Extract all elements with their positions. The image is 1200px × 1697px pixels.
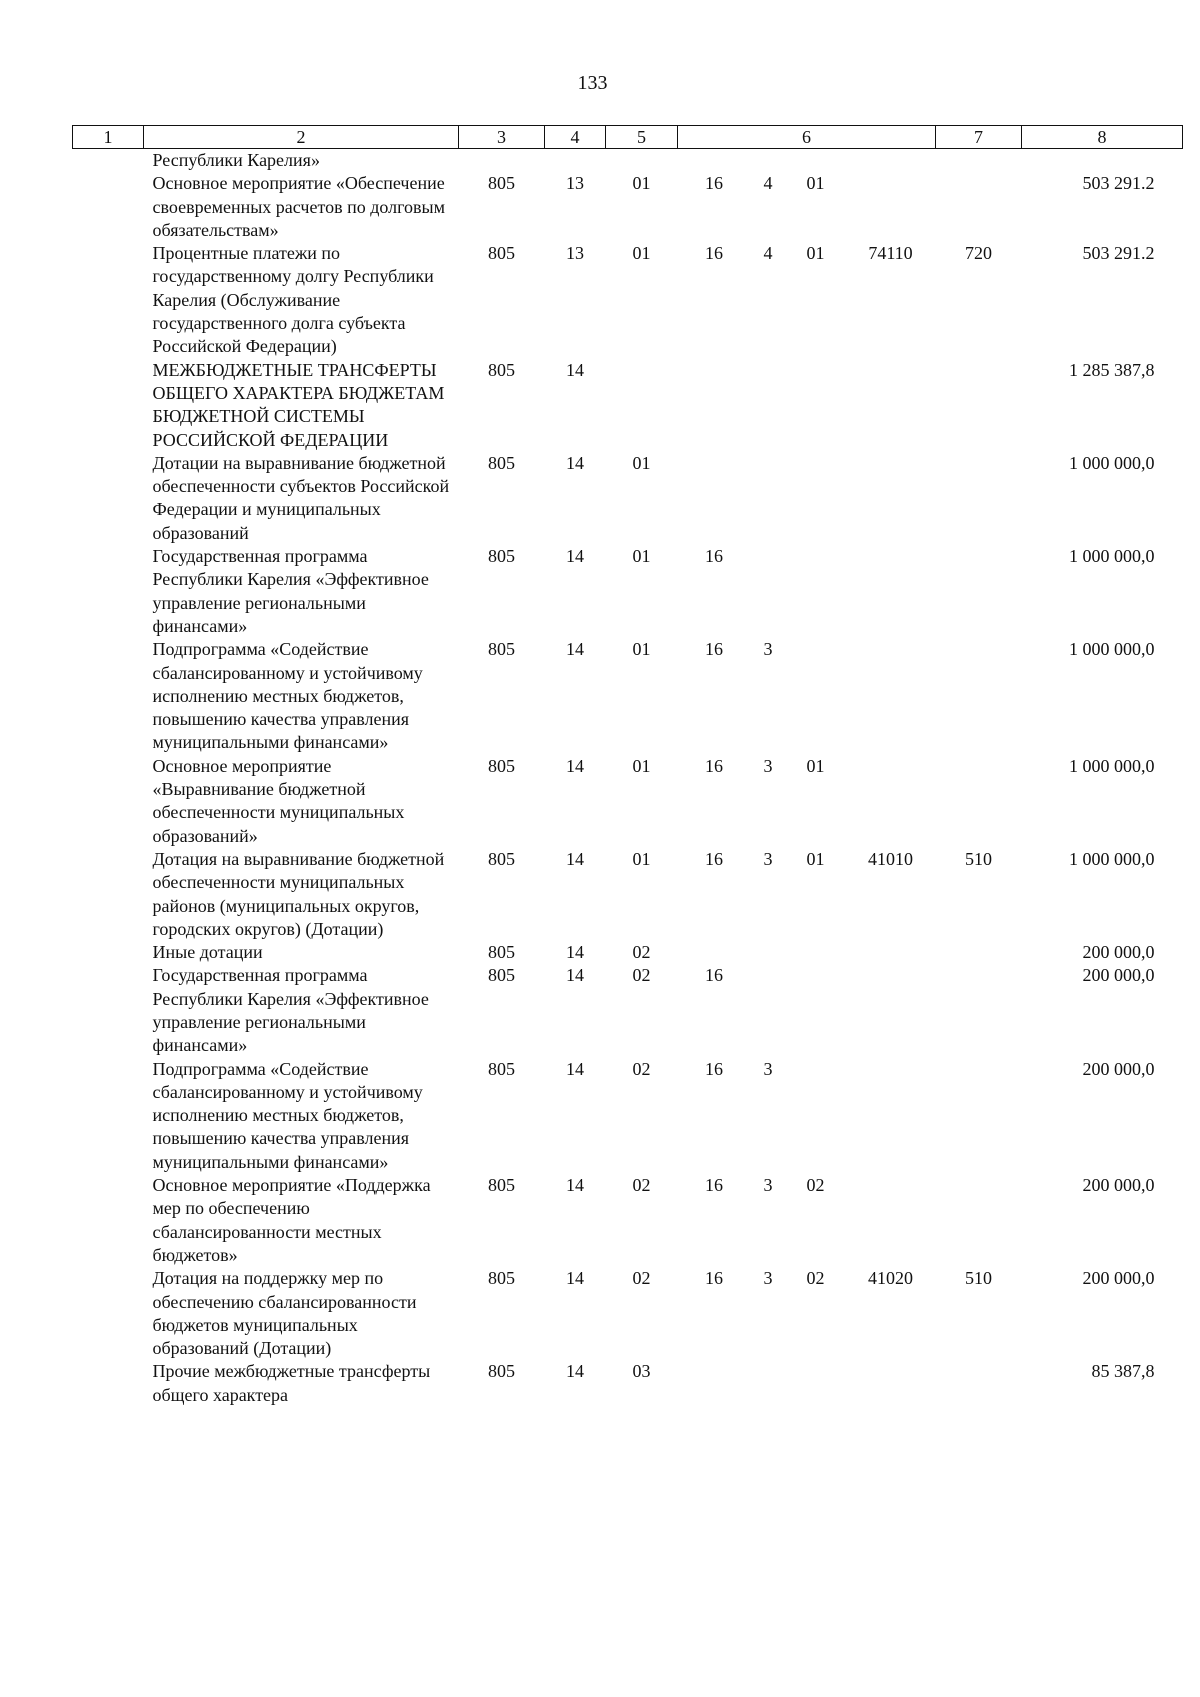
table-row — [73, 638, 1183, 754]
row-name: МЕЖБЮДЖЕТНЫЕ ТРАНСФЕРТЫ ОБЩЕГО ХАРАКТЕРА БЮДЖЕТАМ БЮДЖЕТНОЙ СИСТЕМЫ РОССИЙСКОЙ ФЕДЕРАЦИИ — [152, 359, 445, 450]
row-col-4: 13 — [566, 173, 584, 194]
row-col-7 — [936, 941, 1022, 964]
row-col-6-measure: 02 — [806, 1175, 825, 1196]
row-col-5: 01 — [632, 755, 651, 776]
row-col-8-amount: 200 000,0 — [1082, 1175, 1155, 1196]
row-name: Дотации на выравнивание бюджетной обеспеченности субъектов Российской Федерации и муниципальных образований — [152, 452, 450, 543]
row-col-4: 14 — [566, 1361, 584, 1382]
row-col-5: 01 — [632, 546, 651, 567]
row-col-6-direction — [846, 545, 936, 638]
row-col-1 — [73, 1267, 144, 1360]
row-col-1 — [73, 941, 144, 964]
row-col-5 — [606, 359, 678, 452]
row-col-3: 805 — [488, 755, 515, 776]
row-col-4: 14 — [566, 546, 584, 567]
row-col-6-direction — [846, 638, 936, 754]
row-col-3: 805 — [488, 359, 515, 380]
row-col-6-program: 16 — [705, 1175, 723, 1196]
row-col-3: 805 — [488, 546, 515, 567]
row-col-1 — [73, 545, 144, 638]
row-col-7 — [936, 149, 1022, 173]
row-col-1 — [73, 848, 144, 941]
table-row — [73, 964, 1183, 1057]
row-col-8-amount: 503 291.2 — [1082, 173, 1155, 194]
row-col-8-amount: 503 291.2 — [1082, 243, 1155, 264]
row-col-7 — [936, 1058, 1022, 1174]
row-col-6-subprogram: 3 — [763, 639, 773, 660]
header-row — [73, 126, 1183, 149]
row-col-5: 02 — [632, 1058, 651, 1079]
row-col-4: 14 — [566, 359, 584, 380]
row-col-4: 14 — [566, 639, 584, 660]
row-col-8-amount: 1 000 000,0 — [1069, 848, 1155, 869]
row-col-6-measure — [786, 638, 846, 754]
row-col-6-program — [678, 941, 751, 964]
row-col-6-subprogram — [751, 149, 786, 173]
row-col-6-direction — [846, 964, 936, 1057]
row-col-3: 805 — [488, 965, 515, 986]
row-col-4: 14 — [566, 942, 584, 963]
row-col-4: 14 — [566, 965, 584, 986]
row-col-6-direction — [846, 452, 936, 545]
row-col-5: 01 — [632, 639, 651, 660]
row-col-8-amount: 85 387,8 — [1091, 1361, 1155, 1382]
row-col-6-program: 16 — [705, 965, 723, 986]
table-row — [73, 545, 1183, 638]
row-col-6-subprogram — [751, 941, 786, 964]
row-col-6-subprogram: 4 — [763, 243, 773, 264]
row-name: Основное мероприятие «Обеспечение своевременных расчетов по долговым обязательствам» — [152, 173, 446, 240]
table-row — [73, 359, 1183, 452]
row-col-6-program — [678, 1360, 751, 1407]
row-col-7: 510 — [965, 848, 992, 869]
table-row — [73, 1174, 1183, 1267]
row-col-3: 805 — [488, 848, 515, 869]
row-col-8-amount: 1 000 000,0 — [1069, 755, 1155, 776]
row-col-5: 01 — [632, 848, 651, 869]
row-col-6-direction — [846, 359, 936, 452]
row-col-5 — [606, 149, 678, 173]
row-col-6-program: 16 — [705, 639, 723, 660]
row-col-7 — [936, 1360, 1022, 1407]
row-col-3: 805 — [488, 1268, 515, 1289]
row-col-8-amount: 1 000 000,0 — [1069, 546, 1155, 567]
row-col-8-amount: 200 000,0 — [1082, 942, 1155, 963]
row-col-1 — [73, 755, 144, 848]
row-col-4: 14 — [566, 452, 584, 473]
row-col-4: 14 — [566, 1175, 584, 1196]
budget-table — [72, 125, 1183, 1407]
row-col-6-direction — [846, 149, 936, 173]
row-col-6-program: 16 — [705, 243, 723, 264]
row-col-7 — [936, 172, 1022, 242]
row-col-6-direction: 41020 — [868, 1268, 913, 1289]
row-col-6-measure: 01 — [806, 755, 825, 776]
row-col-5: 01 — [632, 173, 651, 194]
row-col-8-amount: 1 000 000,0 — [1069, 639, 1155, 660]
table-row — [73, 755, 1183, 848]
row-name: Подпрограмма «Содействие сбалансированному и устойчивому исполнению местных бюджетов, повышению качества управления муниципальными финансами» — [152, 639, 423, 753]
row-col-6-measure — [786, 941, 846, 964]
row-name: Дотация на выравнивание бюджетной обеспеченности муниципальных районов (муниципальных округов, городских округов) (Дотации) — [152, 848, 445, 939]
row-col-6-program: 16 — [705, 755, 723, 776]
row-col-3: 805 — [488, 1058, 515, 1079]
row-col-6-direction — [846, 1058, 936, 1174]
row-col-7 — [936, 755, 1022, 848]
table-body — [73, 149, 1183, 1408]
row-col-6-measure: 01 — [806, 243, 825, 264]
row-col-7 — [936, 545, 1022, 638]
row-col-3: 805 — [488, 1175, 515, 1196]
row-col-6-measure — [786, 964, 846, 1057]
row-col-1 — [73, 1174, 144, 1267]
row-name: Республики Карелия» — [152, 150, 320, 170]
row-col-6-program: 16 — [705, 173, 723, 194]
row-col-1 — [73, 242, 144, 358]
row-col-6-subprogram — [751, 452, 786, 545]
table-row — [73, 1360, 1183, 1407]
row-col-6-measure — [786, 545, 846, 638]
row-col-6-measure — [786, 149, 846, 173]
row-name: Государственная программа Республики Карелия «Эффективное управление региональными финансами» — [152, 965, 429, 1056]
table-row — [73, 149, 1183, 173]
row-col-6-subprogram: 4 — [763, 173, 773, 194]
row-col-7 — [936, 359, 1022, 452]
row-col-6-subprogram — [751, 545, 786, 638]
row-col-8-amount: 1 000 000,0 — [1069, 452, 1155, 473]
row-col-3: 805 — [488, 243, 515, 264]
row-name: Основное мероприятие «Выравнивание бюджетной обеспеченности муниципальных образований» — [152, 755, 405, 846]
table-row — [73, 452, 1183, 545]
row-col-8-amount: 200 000,0 — [1082, 965, 1155, 986]
header-col-1: 1 — [73, 126, 144, 149]
row-col-6-subprogram: 3 — [763, 1268, 773, 1289]
row-col-4: 14 — [566, 1058, 584, 1079]
header-col-3: 3 — [459, 126, 545, 149]
row-col-5: 03 — [632, 1361, 651, 1382]
row-col-6-program: 16 — [705, 848, 723, 869]
row-name: Подпрограмма «Содействие сбалансированному и устойчивому исполнению местных бюджетов, повышению качества управления муниципальными финансами» — [152, 1058, 423, 1172]
row-name: Государственная программа Республики Карелия «Эффективное управление региональными финансами» — [152, 546, 429, 636]
row-name: Процентные платежи по государственному долгу Республики Карелия (Обслуживание государственного долга субъекта Российской Федерации) — [152, 243, 434, 357]
row-col-6-measure: 02 — [806, 1268, 825, 1289]
row-col-1 — [73, 1360, 144, 1407]
row-col-6-subprogram: 3 — [763, 1175, 773, 1196]
row-col-1 — [73, 964, 144, 1057]
row-col-6-measure: 01 — [806, 848, 825, 869]
header-col-5: 5 — [606, 126, 678, 149]
row-col-6-measure — [786, 1360, 846, 1407]
row-col-6-program — [678, 452, 751, 545]
row-col-7: 720 — [965, 243, 992, 264]
table-row — [73, 1267, 1183, 1360]
row-col-1 — [73, 1058, 144, 1174]
row-col-7 — [936, 1174, 1022, 1267]
row-col-6-program: 16 — [705, 546, 723, 567]
table-row — [73, 1058, 1183, 1174]
row-col-5: 02 — [632, 1175, 651, 1196]
row-col-6-direction — [846, 755, 936, 848]
table-row — [73, 242, 1183, 358]
row-col-4 — [545, 149, 606, 173]
row-col-6-subprogram — [751, 1360, 786, 1407]
header-col-2: 2 — [144, 126, 459, 149]
row-col-1 — [73, 172, 144, 242]
table-row — [73, 941, 1183, 964]
row-col-3: 805 — [488, 639, 515, 660]
row-col-1 — [73, 359, 144, 452]
row-col-6-subprogram: 3 — [763, 755, 773, 776]
row-col-3: 805 — [488, 173, 515, 194]
row-col-6-program: 16 — [705, 1268, 723, 1289]
row-col-4: 14 — [566, 1268, 584, 1289]
row-col-4: 14 — [566, 755, 584, 776]
row-col-5: 02 — [632, 942, 651, 963]
row-col-4: 13 — [566, 243, 584, 264]
row-col-3: 805 — [488, 942, 515, 963]
row-col-7 — [936, 638, 1022, 754]
row-col-6-program: 16 — [705, 1058, 723, 1079]
table-row — [73, 172, 1183, 242]
row-col-5: 01 — [632, 243, 651, 264]
row-col-1 — [73, 638, 144, 754]
row-col-6-program — [678, 149, 751, 173]
row-col-8-amount: 1 285 387,8 — [1069, 359, 1155, 380]
page-number: 133 — [577, 72, 608, 94]
row-col-6-direction: 41010 — [868, 848, 913, 869]
table-header — [73, 126, 1183, 149]
row-col-6-measure — [786, 452, 846, 545]
row-col-3 — [459, 149, 545, 173]
row-name: Основное мероприятие «Поддержка мер по обеспечению сбалансированности местных бюджетов» — [152, 1175, 431, 1265]
header-col-6: 6 — [678, 126, 936, 149]
row-col-1 — [73, 149, 144, 173]
row-col-1 — [73, 452, 144, 545]
row-col-7 — [936, 964, 1022, 1057]
row-col-6-measure: 01 — [806, 173, 825, 194]
table-row — [73, 848, 1183, 941]
row-col-8-amount: 200 000,0 — [1082, 1058, 1155, 1079]
row-col-6-measure — [786, 1058, 846, 1174]
row-col-8-amount — [1022, 149, 1183, 173]
row-col-5: 02 — [632, 1268, 651, 1289]
row-col-5: 02 — [632, 965, 651, 986]
row-col-6-direction — [846, 1174, 936, 1267]
row-col-6-direction: 74110 — [868, 243, 913, 264]
header-col-8: 8 — [1022, 126, 1183, 149]
row-col-7: 510 — [965, 1268, 992, 1289]
row-col-6-subprogram — [751, 964, 786, 1057]
row-col-6-program — [678, 359, 751, 452]
row-name: Дотация на поддержку мер по обеспечению сбалансированности бюджетов муниципальных образований (Дотации) — [152, 1268, 417, 1359]
row-name: Иные дотации — [152, 942, 263, 963]
row-col-3: 805 — [488, 452, 515, 473]
row-col-7 — [936, 452, 1022, 545]
row-name: Прочие межбюджетные трансферты общего характера — [152, 1361, 431, 1405]
row-col-6-direction — [846, 1360, 936, 1407]
row-col-6-subprogram: 3 — [763, 848, 773, 869]
header-col-4: 4 — [545, 126, 606, 149]
row-col-5: 01 — [632, 452, 651, 473]
row-col-6-direction — [846, 941, 936, 964]
row-col-4: 14 — [566, 848, 584, 869]
row-col-6-direction — [846, 172, 936, 242]
row-col-6-subprogram — [751, 359, 786, 452]
header-col-7: 7 — [936, 126, 1022, 149]
row-col-6-measure — [786, 359, 846, 452]
row-col-3: 805 — [488, 1361, 515, 1382]
row-col-6-subprogram: 3 — [763, 1058, 773, 1079]
row-col-8-amount: 200 000,0 — [1082, 1268, 1155, 1289]
